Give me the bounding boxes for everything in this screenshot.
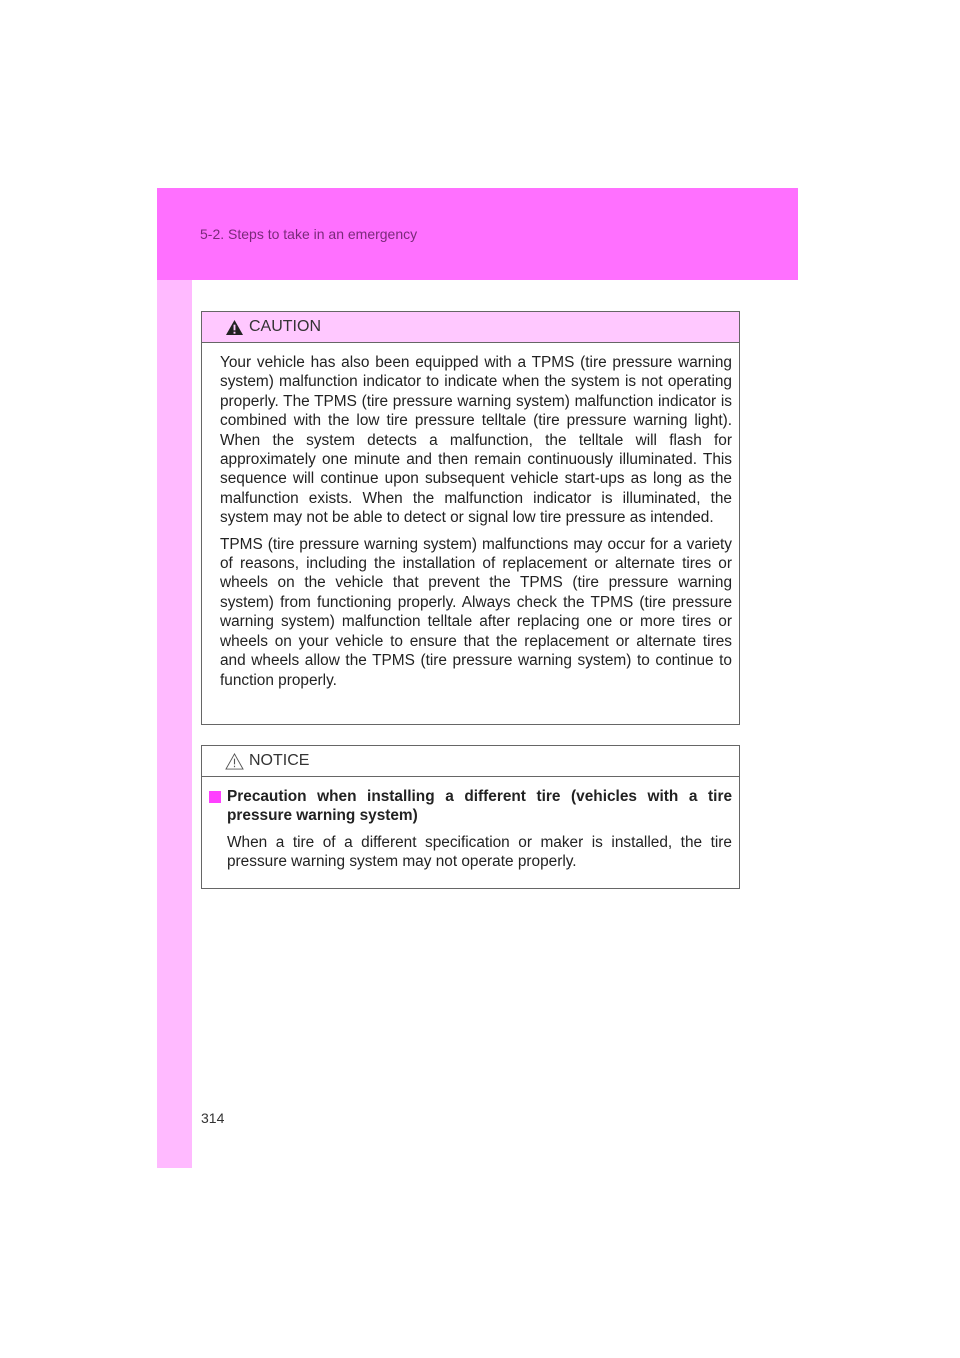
notice-box	[201, 745, 740, 889]
page-number: 314	[201, 1110, 225, 1126]
caution-header	[202, 312, 739, 343]
caution-paragraph-2: TPMS (tire pressure warning system) malfunctions may occur for a variety of reasons, including the installation of replacement or alternate tires or wheels on the vehicle that prevent the TPMS (tire pressure warning system) from functioning properly. Always check the TPMS (tire pressure warning system) malfunction telltale after replacing one or more tires or wheels on your vehicle to ensure that the replacement or alternate tires and wheels allow the TPMS (tire pressure warning system) to continue to function properly.	[220, 535, 732, 689]
section-title: 5-2. Steps to take in an emergency	[200, 226, 418, 242]
notice-item-text: When a tire of a different specification or maker is installed, the tire pressure warning system may not operate properly.	[227, 833, 732, 871]
notice-item-title: Precaution when installing a different tire (vehicles with a tire pressure warning system)	[227, 788, 732, 825]
caution-box	[201, 311, 740, 725]
notice-title: NOTICE	[249, 752, 310, 769]
notice-header	[202, 746, 739, 777]
side-strip	[157, 280, 192, 1168]
square-bullet-icon	[209, 791, 221, 803]
caution-title: CAUTION	[249, 318, 321, 335]
warning-outline-icon	[225, 753, 244, 770]
caution-paragraph-1: Your vehicle has also been equipped with a TPMS (tire pressure warning system) malfunction indicator to indicate when the system is not operating properly. The TPMS (tire pressure warning system) malfunction indicator is combined with the low tire pressure telltale (tire pressure warning light). When the system detects a malfunction, the telltale will flash for approximately one minute and then remain continuously illuminated. This sequence will continue upon subsequent vehicle start-ups as long as the malfunction exists. When the malfunction indicator is illuminated, the system may not be able to detect or signal low tire pressure as intended.	[220, 354, 732, 527]
warning-filled-icon	[225, 319, 244, 336]
notice-item	[220, 787, 732, 879]
